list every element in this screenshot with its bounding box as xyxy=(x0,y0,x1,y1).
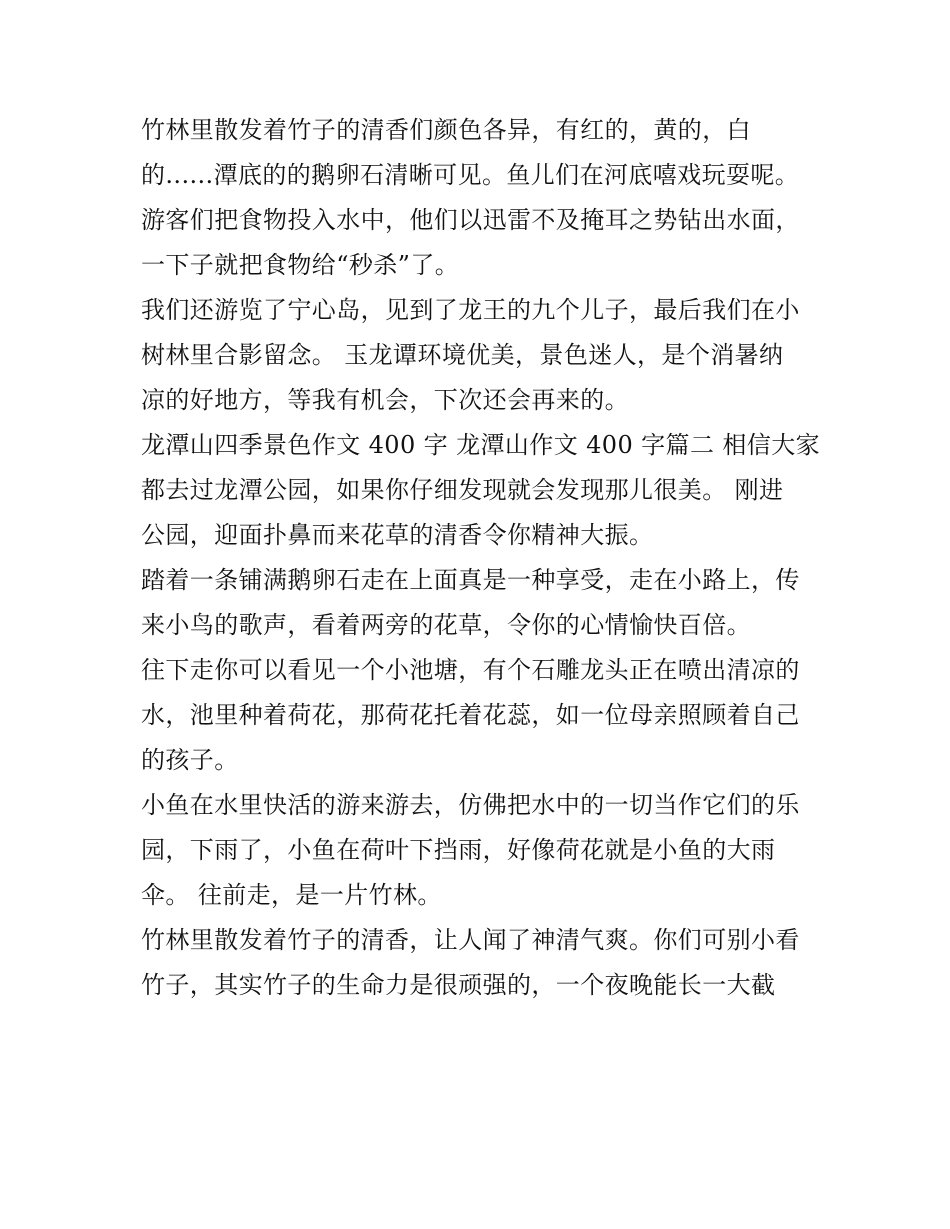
text-line: 龙潭山四季景色作文 400 字 龙潭山作文 400 字篇二 相信大家 xyxy=(141,431,820,459)
text-line: 水，池里种着荷花，那荷花托着花蕊，如一位母亲照顾着自己 xyxy=(141,701,800,729)
text-line: 的......潭底的的鹅卵石清晰可见。鱼儿们在河底嘻戏玩耍呢。 xyxy=(141,161,800,189)
text-line: 都去过龙潭公园，如果你仔细发现就会发现那儿很美。 刚进 xyxy=(141,476,784,504)
text-line: 的孩子。 xyxy=(141,746,239,774)
text-line: 小鱼在水里快活的游来游去，仿佛把水中的一切当作它们的乐 xyxy=(141,791,800,819)
text-line: 一下子就把食物给“秒杀”了。 xyxy=(141,251,460,279)
text-line: 游客们把食物投入水中，他们以迅雷不及掩耳之势钻出水面， xyxy=(141,206,800,234)
text-line: 园，下雨了，小鱼在荷叶下挡雨，好像荷花就是小鱼的大雨 xyxy=(141,836,776,864)
text-line: 凉的好地方，等我有机会，下次还会再来的。 xyxy=(141,386,629,414)
document-body xyxy=(141,108,821,1008)
text-line: 我们还游览了宁心岛，见到了龙王的九个儿子，最后我们在小 xyxy=(141,296,800,324)
text-line: 竹林里散发着竹子的清香，让人闻了神清气爽。你们可别小看 xyxy=(141,926,800,954)
text-line: 来小鸟的歌声，看着两旁的花草，令你的心情愉快百倍。 xyxy=(141,611,751,639)
text-line: 竹子，其实竹子的生命力是很顽强的，一个夜晚能长一大截 xyxy=(141,971,776,999)
text-line: 竹林里散发着竹子的清香们颜色各异，有红的，黄的，白 xyxy=(141,116,751,144)
text-line: 树林里合影留念。 玉龙谭环境优美，景色迷人，是个消暑纳 xyxy=(141,341,784,369)
text-line: 往下走你可以看见一个小池塘，有个石雕龙头正在喷出清凉的 xyxy=(141,656,800,684)
text-line: 伞。 往前走，是一片竹林。 xyxy=(141,881,442,909)
text-line: 公园，迎面扑鼻而来花草的清香令你精神大振。 xyxy=(141,521,654,549)
text-line: 踏着一条铺满鹅卵石走在上面真是一种享受，走在小路上，传 xyxy=(141,566,800,594)
